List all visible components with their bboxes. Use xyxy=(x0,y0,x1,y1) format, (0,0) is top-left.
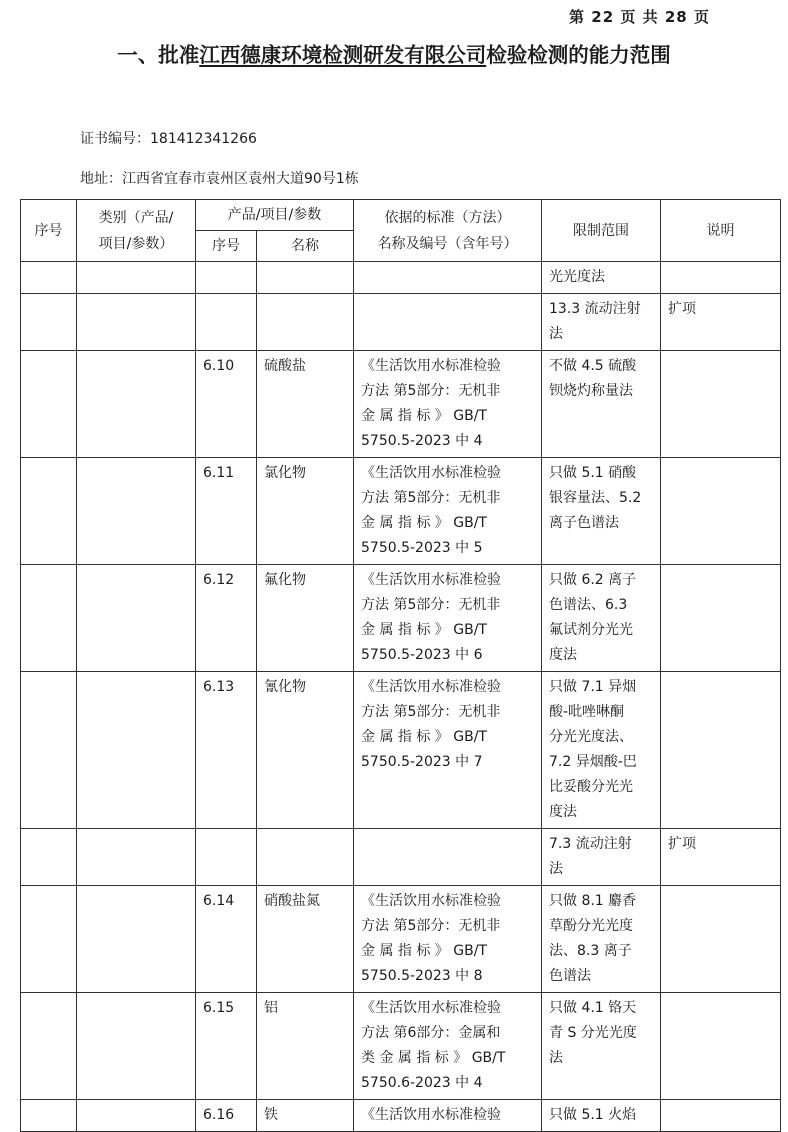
address-value: 江西省宜春市袁州区袁州大道90号1栋 xyxy=(122,171,359,187)
cell-sub-seq xyxy=(196,829,257,886)
cell-sub-seq: 6.15 xyxy=(196,993,257,1100)
title-organization: 江西德康环境检测研发有限公司 xyxy=(199,43,487,67)
address xyxy=(80,168,359,188)
table-row xyxy=(21,351,781,458)
cell-seq xyxy=(21,1100,77,1132)
cell-standard xyxy=(354,458,542,565)
cell-limit xyxy=(542,351,661,458)
standard-line: 金 属 指 标 》 GB/T xyxy=(361,515,487,531)
cell-limit xyxy=(542,565,661,672)
cell-seq xyxy=(21,351,77,458)
limit-line: 银容量法、5.2 xyxy=(549,490,642,506)
standard-line: 《生活饮用水标准检验 xyxy=(361,893,501,909)
standard-line: 《生活饮用水标准检验 xyxy=(361,465,501,481)
limit-line: 色谱法 xyxy=(549,968,591,984)
page-title xyxy=(0,38,788,68)
cell-sub-seq: 6.11 xyxy=(196,458,257,565)
table-row xyxy=(21,458,781,565)
standard-line: 5750.5-2023 中 6 xyxy=(361,647,483,663)
standard-line: 方法 第5部分：无机非 xyxy=(361,383,501,399)
limit-line: 不做 4.5 硫酸 xyxy=(549,358,637,374)
cell-category xyxy=(77,565,196,672)
cell-sub-seq: 6.12 xyxy=(196,565,257,672)
standard-line: 方法 第5部分：无机非 xyxy=(361,597,501,613)
certificate-number xyxy=(80,128,257,148)
cell-sub-seq xyxy=(196,294,257,351)
cell-sub-seq: 6.13 xyxy=(196,672,257,829)
limit-line: 法 xyxy=(549,1050,563,1066)
cell-standard xyxy=(354,672,542,829)
cell-standard xyxy=(354,993,542,1100)
standard-line: 金 属 指 标 》 GB/T xyxy=(361,943,487,959)
limit-line: 只做 8.1 麝香 xyxy=(549,893,637,909)
limit-line: 7.2 异烟酸-巴 xyxy=(549,754,637,770)
cell-seq xyxy=(21,565,77,672)
cell-note xyxy=(661,351,781,458)
limit-line: 离子色谱法 xyxy=(549,515,619,531)
cell-note xyxy=(661,458,781,565)
table-row xyxy=(21,565,781,672)
header-category xyxy=(77,200,196,262)
table-header-row xyxy=(21,200,781,231)
cell-limit xyxy=(542,886,661,993)
standard-line: 《生活饮用水标准检验 xyxy=(361,1107,501,1123)
page-number xyxy=(569,6,710,27)
cell-seq xyxy=(21,294,77,351)
cell-name: 氯化物 xyxy=(257,458,354,565)
page-suffix: 页 xyxy=(693,8,710,26)
cert-label: 证书编号： xyxy=(80,131,150,147)
table-row xyxy=(21,1100,781,1132)
standard-line: 《生活饮用水标准检验 xyxy=(361,572,501,588)
cell-seq xyxy=(21,458,77,565)
cell-seq xyxy=(21,262,77,294)
header-standard-line1: 依据的标准（方法） xyxy=(384,209,511,226)
limit-line: 法、8.3 离子 xyxy=(549,943,632,959)
cell-name: 硫酸盐 xyxy=(257,351,354,458)
cell-seq xyxy=(21,829,77,886)
table-row xyxy=(21,886,781,993)
cell-sub-seq: 6.14 xyxy=(196,886,257,993)
standard-line: 5750.5-2023 中 7 xyxy=(361,754,483,770)
limit-line: 酸-吡唑啉酮 xyxy=(549,704,625,720)
title-suffix: 检验检测的能力范围 xyxy=(486,43,671,67)
cell-limit xyxy=(542,262,661,294)
cell-sub-seq: 6.16 xyxy=(196,1100,257,1132)
limit-line: 度法 xyxy=(549,804,577,820)
standard-line: 5750.5-2023 中 4 xyxy=(361,433,483,449)
header-category-line2: 项目/参数） xyxy=(98,235,174,252)
cell-category xyxy=(77,1100,196,1132)
table-row xyxy=(21,829,781,886)
limit-line: 只做 6.2 离子 xyxy=(549,572,637,588)
header-name: 名称 xyxy=(257,231,354,262)
limit-line: 只做 5.1 硝酸 xyxy=(549,465,637,481)
cell-name xyxy=(257,829,354,886)
cell-limit xyxy=(542,829,661,886)
cell-category xyxy=(77,886,196,993)
cell-category xyxy=(77,829,196,886)
page-mid: 页 共 xyxy=(620,8,659,26)
table-row xyxy=(21,294,781,351)
header-seq: 序号 xyxy=(21,200,77,262)
standard-line: 《生活饮用水标准检验 xyxy=(361,1000,501,1016)
address-label: 地址： xyxy=(80,171,122,187)
header-limit: 限制范围 xyxy=(542,200,661,262)
cell-sub-seq xyxy=(196,262,257,294)
limit-line: 比妥酸分光光 xyxy=(549,779,633,795)
limit-line: 草酚分光光度 xyxy=(549,918,633,934)
limit-line: 13.3 流动注射 xyxy=(549,301,641,317)
standard-line: 方法 第5部分：无机非 xyxy=(361,918,501,934)
cell-note xyxy=(661,565,781,672)
cell-note: 扩项 xyxy=(661,294,781,351)
standard-line: 金 属 指 标 》 GB/T xyxy=(361,622,487,638)
limit-line: 青 S 分光光度 xyxy=(549,1025,637,1041)
cell-seq xyxy=(21,993,77,1100)
cell-name: 硝酸盐氮 xyxy=(257,886,354,993)
cell-note xyxy=(661,886,781,993)
cell-category xyxy=(77,351,196,458)
cell-standard xyxy=(354,886,542,993)
cell-name xyxy=(257,262,354,294)
cell-standard xyxy=(354,829,542,886)
cell-note xyxy=(661,993,781,1100)
limit-line: 钡烧灼称量法 xyxy=(549,383,633,399)
cell-category xyxy=(77,262,196,294)
standard-line: 金 属 指 标 》 GB/T xyxy=(361,408,487,424)
limit-line: 只做 5.1 火焰 xyxy=(549,1107,637,1123)
capability-scope-table xyxy=(20,199,781,1132)
table-row xyxy=(21,993,781,1100)
page-current: 22 xyxy=(591,8,615,26)
limit-line: 法 xyxy=(549,861,563,877)
cell-limit xyxy=(542,993,661,1100)
header-sub-seq: 序号 xyxy=(196,231,257,262)
cell-category xyxy=(77,458,196,565)
table-row xyxy=(21,672,781,829)
standard-line: 金 属 指 标 》 GB/T xyxy=(361,729,487,745)
header-standard xyxy=(354,200,542,262)
cell-name: 氰化物 xyxy=(257,672,354,829)
cell-limit xyxy=(542,458,661,565)
cell-name: 铝 xyxy=(257,993,354,1100)
standard-line: 方法 第5部分：无机非 xyxy=(361,490,501,506)
cell-standard xyxy=(354,1100,542,1132)
header-standard-line2: 名称及编号（含年号） xyxy=(377,235,518,252)
cell-category xyxy=(77,294,196,351)
title-prefix: 一、批准 xyxy=(117,43,200,67)
table-body xyxy=(21,262,781,1132)
cell-name: 铁 xyxy=(257,1100,354,1132)
limit-line: 光光度法 xyxy=(549,269,605,285)
header-category-line1: 类别（产品/ xyxy=(98,209,174,226)
cell-limit xyxy=(542,672,661,829)
header-note: 说明 xyxy=(661,200,781,262)
cell-note xyxy=(661,1100,781,1132)
page-prefix: 第 xyxy=(569,8,586,26)
cell-category xyxy=(77,672,196,829)
cert-value: 181412341266 xyxy=(150,131,257,147)
cell-note xyxy=(661,262,781,294)
standard-line: 类 金 属 指 标 》 GB/T xyxy=(361,1050,506,1066)
limit-line: 只做 4.1 铬天 xyxy=(549,1000,637,1016)
table-row xyxy=(21,262,781,294)
limit-line: 分光光度法、 xyxy=(549,729,633,745)
limit-line: 度法 xyxy=(549,647,577,663)
cell-standard xyxy=(354,294,542,351)
cell-limit xyxy=(542,294,661,351)
cell-standard xyxy=(354,565,542,672)
cell-sub-seq: 6.10 xyxy=(196,351,257,458)
cell-seq xyxy=(21,886,77,993)
cell-standard xyxy=(354,351,542,458)
limit-line: 只做 7.1 异烟 xyxy=(549,679,637,695)
standard-line: 《生活饮用水标准检验 xyxy=(361,358,501,374)
limit-line: 法 xyxy=(549,326,563,342)
header-product: 产品/项目/参数 xyxy=(196,200,354,231)
cell-note xyxy=(661,672,781,829)
limit-line: 7.3 流动注射 xyxy=(549,836,632,852)
standard-line: 《生活饮用水标准检验 xyxy=(361,679,501,695)
cell-standard xyxy=(354,262,542,294)
cell-limit xyxy=(542,1100,661,1132)
standard-line: 5750.5-2023 中 8 xyxy=(361,968,483,984)
standard-line: 方法 第6部分：金属和 xyxy=(361,1025,501,1041)
standard-line: 方法 第5部分：无机非 xyxy=(361,704,501,720)
cell-name xyxy=(257,294,354,351)
standard-line: 5750.5-2023 中 5 xyxy=(361,540,483,556)
limit-line: 氟试剂分光光 xyxy=(549,622,633,638)
cell-seq xyxy=(21,672,77,829)
page-total: 28 xyxy=(664,8,688,26)
standard-line: 5750.6-2023 中 4 xyxy=(361,1075,483,1091)
cell-category xyxy=(77,993,196,1100)
cell-note: 扩项 xyxy=(661,829,781,886)
cell-name: 氟化物 xyxy=(257,565,354,672)
limit-line: 色谱法、6.3 xyxy=(549,597,628,613)
